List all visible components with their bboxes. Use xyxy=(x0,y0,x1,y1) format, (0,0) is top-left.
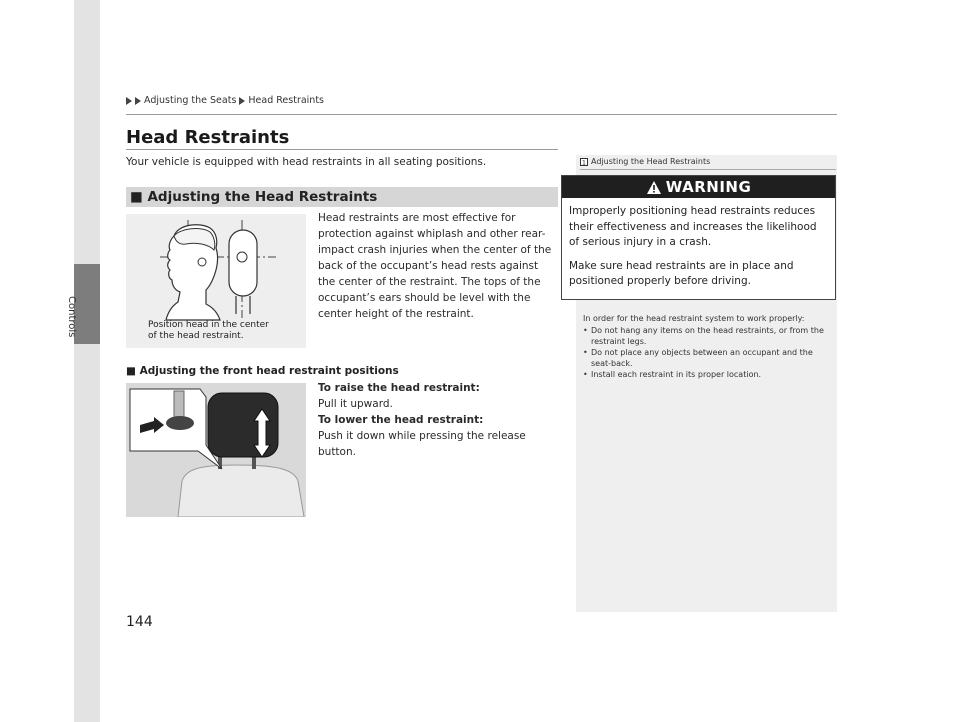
raise-label: To raise the head restraint: xyxy=(318,382,480,394)
bullet-icon: • xyxy=(583,326,588,335)
figure-caption: Position head in the center of the head restraint. xyxy=(148,320,269,341)
head-position-illustration xyxy=(126,214,306,348)
warning-triangle-icon xyxy=(646,180,662,195)
breadcrumb-current: Head Restraints xyxy=(248,95,325,106)
breadcrumb xyxy=(126,95,324,106)
breadcrumb-arrow-icon xyxy=(239,97,245,105)
breadcrumb-arrow-icon xyxy=(135,97,141,105)
header-divider xyxy=(126,114,837,115)
note-intro: In order for the head restraint system to work properly: xyxy=(583,314,805,323)
section-marker-icon: ■ xyxy=(126,365,136,377)
raise-text: Pull it upward. xyxy=(318,398,393,410)
warning-body xyxy=(562,198,835,290)
warning-box xyxy=(561,175,836,300)
note-marker-icon xyxy=(580,158,588,166)
side-tab-segment xyxy=(74,344,100,722)
svg-text:1: 1 xyxy=(581,158,587,166)
sidebar-note-heading: 1 Adjusting the Head Restraints xyxy=(581,157,711,166)
bullet-icon: • xyxy=(583,370,588,379)
bullet-icon: • xyxy=(583,348,588,357)
page-number: 144 xyxy=(126,614,153,630)
section-paragraph: Head restraints are most effective for protection against whiplash and other rear-impact crash injuries when the center of the back of the occupant’s head rests against the center of the restraint. The tops of the occupant’s ears should be level with the center height of the restraint. xyxy=(318,212,552,320)
breadcrumb-parent-link[interactable]: Adjusting the Seats xyxy=(144,95,237,106)
warning-header xyxy=(562,176,835,198)
intro-text: Your vehicle is equipped with head restraints in all seating positions. xyxy=(126,156,487,168)
restraint-adjust-drawing xyxy=(126,383,306,517)
lower-text: Push it down while pressing the release button. xyxy=(318,430,526,458)
list-item: • Do not hang any items on the head restraints, or from the restraint legs. xyxy=(583,326,824,346)
section-heading xyxy=(126,187,558,207)
warning-title: WARNING xyxy=(665,178,752,196)
section-title: Adjusting the Head Restraints xyxy=(147,189,378,205)
adjust-instructions xyxy=(318,380,558,460)
subsection-heading: ■ Adjusting the front head restraint positions xyxy=(126,365,399,377)
list-item: • Install each restraint in its proper location. xyxy=(583,370,762,379)
warning-paragraph: Make sure head restraints are in place and positioned properly before driving. xyxy=(569,259,794,287)
head-restraint-adjust-photo xyxy=(126,383,306,517)
sidebar-divider xyxy=(580,169,836,170)
side-tab-segment xyxy=(74,0,100,264)
list-item: • Do not place any objects between an occupant and the seat-back. xyxy=(583,348,813,368)
section-marker-icon: ■ xyxy=(130,189,143,205)
chapter-label: Controls xyxy=(66,296,77,338)
warning-paragraph: Improperly positioning head restraints reduces their effectiveness and increases the likelihood of serious injury in a crash. xyxy=(569,205,817,248)
title-divider xyxy=(126,149,558,150)
chapter-side-tab xyxy=(74,0,100,722)
breadcrumb-arrow-icon xyxy=(126,97,132,105)
lower-label: To lower the head restraint: xyxy=(318,414,484,426)
page-title: Head Restraints xyxy=(126,127,290,148)
side-tab-active-segment xyxy=(74,264,100,344)
note-body xyxy=(583,313,833,380)
